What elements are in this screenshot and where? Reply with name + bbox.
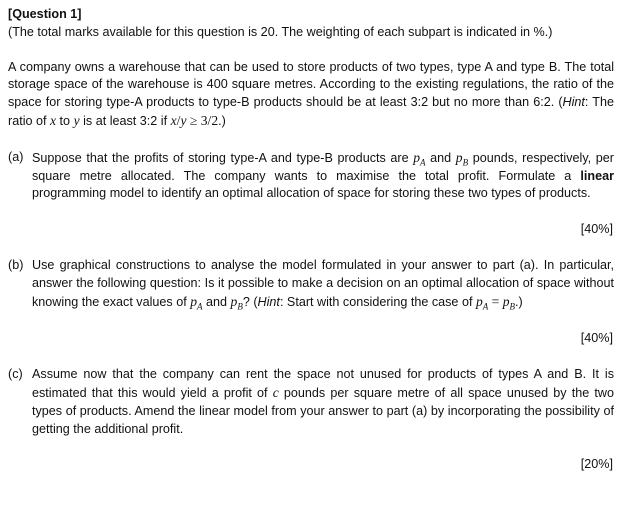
var-y: y [73,112,80,128]
ineq-y: y [180,112,187,128]
subscript-a: A [197,301,203,312]
part-b [8,257,614,311]
p-symbol: p [413,149,421,165]
part-a-and: and [425,150,456,165]
subscript-b: B [237,301,243,312]
ineq-x: x [170,112,177,128]
part-b-tag: (b) [8,257,24,272]
subscript-a: A [482,301,489,312]
part-b-text-4: .) [515,294,523,309]
ineq-relation: ≥ 3/2 [186,112,219,128]
part-a-weight: [40%] [580,222,613,237]
part-a [8,149,614,203]
profit-p-b [230,293,243,312]
part-b-text-2: ? ( [242,294,258,309]
equation-pb [502,293,516,312]
intro-hint-text-2: is at least 3:2 if [79,113,171,128]
question-intro [8,59,614,131]
part-a-text-1: Suppose that the profits of storing type-A and type-B products are [32,150,414,165]
part-a-tag: (a) [8,149,24,164]
p-symbol: p [455,149,463,165]
equals-sign: = [488,293,503,309]
part-c-tag: (c) [8,367,23,382]
question-heading: [Question 1] [8,7,82,21]
profit-p-a [190,293,203,312]
part-a-bold-linear: linear [580,168,614,183]
part-a-text-2: pounds, respectively, per square metre allocated. The company wants to maximise the total profit. Formulate a [32,150,615,183]
intro-text: A company owns a warehouse that can be used to store products of two types, type A and type B. The total storage space of the warehouse is 400 square metres. According to the existing regulations, the ratio of the space for storing type-A products to type-B products should be at least 3:2 but no more than 6:2. ( [8,59,614,110]
part-c-text-1: Assume now that the company can rent the space not unused for products of types A and B. It is estimated that this would yield a profit of [32,367,614,400]
part-b-weight: [40%] [580,331,613,346]
part-c-text-2: pounds per square metre of all space unused by the two types of products. Amend the linear model from your answer to part (a) by incorporating the possibility of getting the additional profit. [32,385,614,436]
ineq-slash: / [176,112,181,128]
part-b-text-3: : Start with considering the case of [279,294,476,309]
var-x: x [50,112,57,128]
subscript-a: A [420,157,426,168]
equation-pa [475,293,489,312]
part-c-weight: [20%] [580,457,613,472]
intro-end: .) [218,113,226,128]
p-symbol: p [502,293,510,309]
intro-to: to [56,113,74,128]
profit-p-b [455,149,469,168]
part-a-text-3: programming model to identify an optimal allocation of space for storing these two types of products. [32,186,591,201]
part-b-text-1: Use graphical constructions to analyse the model formulated in your answer to part (a). In particular, answer the following question: Is it possible to make a decision on an optimal allocation of space without knowing the exact values of [32,257,614,309]
subscript-b: B [462,157,469,168]
hint-label: Hint [562,95,585,110]
p-symbol: p [190,293,198,309]
intro-hint-text: : The ratio of [8,95,614,128]
p-symbol: p [475,293,483,309]
profit-p-a [413,149,426,168]
part-b-hint-label: Hint [257,294,280,309]
part-c [8,366,614,438]
subscript-b: B [509,301,516,312]
var-c: c [272,384,279,400]
p-symbol: p [230,293,238,309]
marks-note: (The total marks available for this question is 20. The weighting of each subpart is indicated in %.) [8,24,553,39]
part-b-and: and [202,294,231,309]
question-page [8,6,614,474]
